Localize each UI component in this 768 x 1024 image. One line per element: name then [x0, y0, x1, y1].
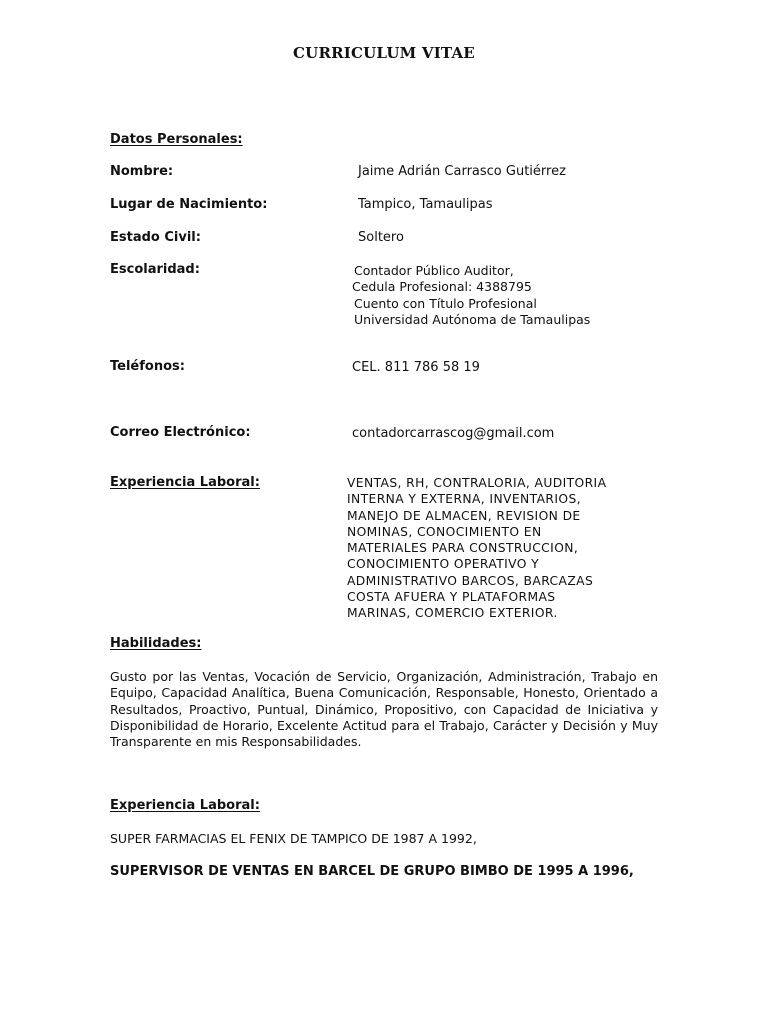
- education-line: Cuento con Título Profesional: [354, 295, 537, 311]
- document-title: CURRICULUM VITAE: [293, 44, 475, 62]
- experience-summary-line: COSTA AFUERA Y PLATAFORMAS: [347, 590, 556, 605]
- job-entry: SUPER FARMACIAS EL FENIX DE TAMPICO DE 1987 A 1992,: [110, 831, 477, 846]
- experience-summary-line: ADMINISTRATIVO BARCOS, BARCAZAS: [347, 573, 594, 588]
- job-entry-bold: SUPERVISOR DE VENTAS EN BARCEL DE GRUPO BIMBO DE 1995 A 1996,: [110, 864, 634, 879]
- experience-summary-line: NOMINAS, CONOCIMIENTO EN: [347, 524, 542, 539]
- education-line: Contador Público Auditor,: [354, 263, 514, 278]
- education-line: Universidad Autónoma de Tamaulipas: [354, 311, 591, 327]
- email-label: Correo Electrónico:: [110, 425, 251, 440]
- experience-summary-label: Experiencia Laboral:: [110, 475, 260, 490]
- name-label: Nombre:: [110, 164, 174, 179]
- birthplace-label: Lugar de Nacimiento:: [110, 197, 268, 212]
- experience-summary-line: MATERIALES PARA CONSTRUCCION,: [347, 541, 579, 556]
- experience-summary-line: MARINAS, COMERCIO EXTERIOR.: [347, 606, 558, 621]
- name-value: Jaime Adrián Carrasco Gutiérrez: [358, 164, 566, 179]
- experience-summary-block: [347, 475, 667, 622]
- civil-status-label: Estado Civil:: [110, 230, 201, 245]
- experience-summary-line: MANEJO DE ALMACEN, REVISION DE: [347, 508, 581, 523]
- education-line: Cedula Profesional: 4388795: [352, 279, 532, 295]
- phones-value: CEL. 811 786 58 19: [352, 360, 480, 375]
- email-value: contadorcarrascog@gmail.com: [352, 426, 555, 441]
- education-block: [352, 263, 672, 328]
- personal-data-heading: Datos Personales:: [110, 132, 243, 147]
- civil-status-value: Soltero: [358, 230, 404, 245]
- experience-summary-line: VENTAS, RH, CONTRALORIA, AUDITORIA: [347, 476, 607, 490]
- birthplace-value: Tampico, Tamaulipas: [358, 197, 493, 212]
- experience-summary-line: INTERNA Y EXTERNA, INVENTARIOS,: [347, 492, 581, 507]
- skills-paragraph: Gusto por las Ventas, Vocación de Servicio, Organización, Administración, Trabajo en Equipo, Capacidad Analítica, Buena Comunicación, Responsable, Honesto, Orientado a Resultados, Proactivo, Puntual, Dinámico, Propositivo, con Capacidad de Iniciativa y Disponibilidad de Horario, Excelente Actitud para el Trabajo, Carácter y Decisión y Muy Transparente en mis Responsabilidades.: [110, 669, 658, 750]
- skills-heading: Habilidades:: [110, 636, 202, 651]
- work-history-heading: Experiencia Laboral:: [110, 798, 260, 813]
- phones-label: Teléfonos:: [110, 359, 185, 374]
- education-label: Escolaridad:: [110, 262, 200, 277]
- experience-summary-line: CONOCIMIENTO OPERATIVO Y: [347, 557, 540, 572]
